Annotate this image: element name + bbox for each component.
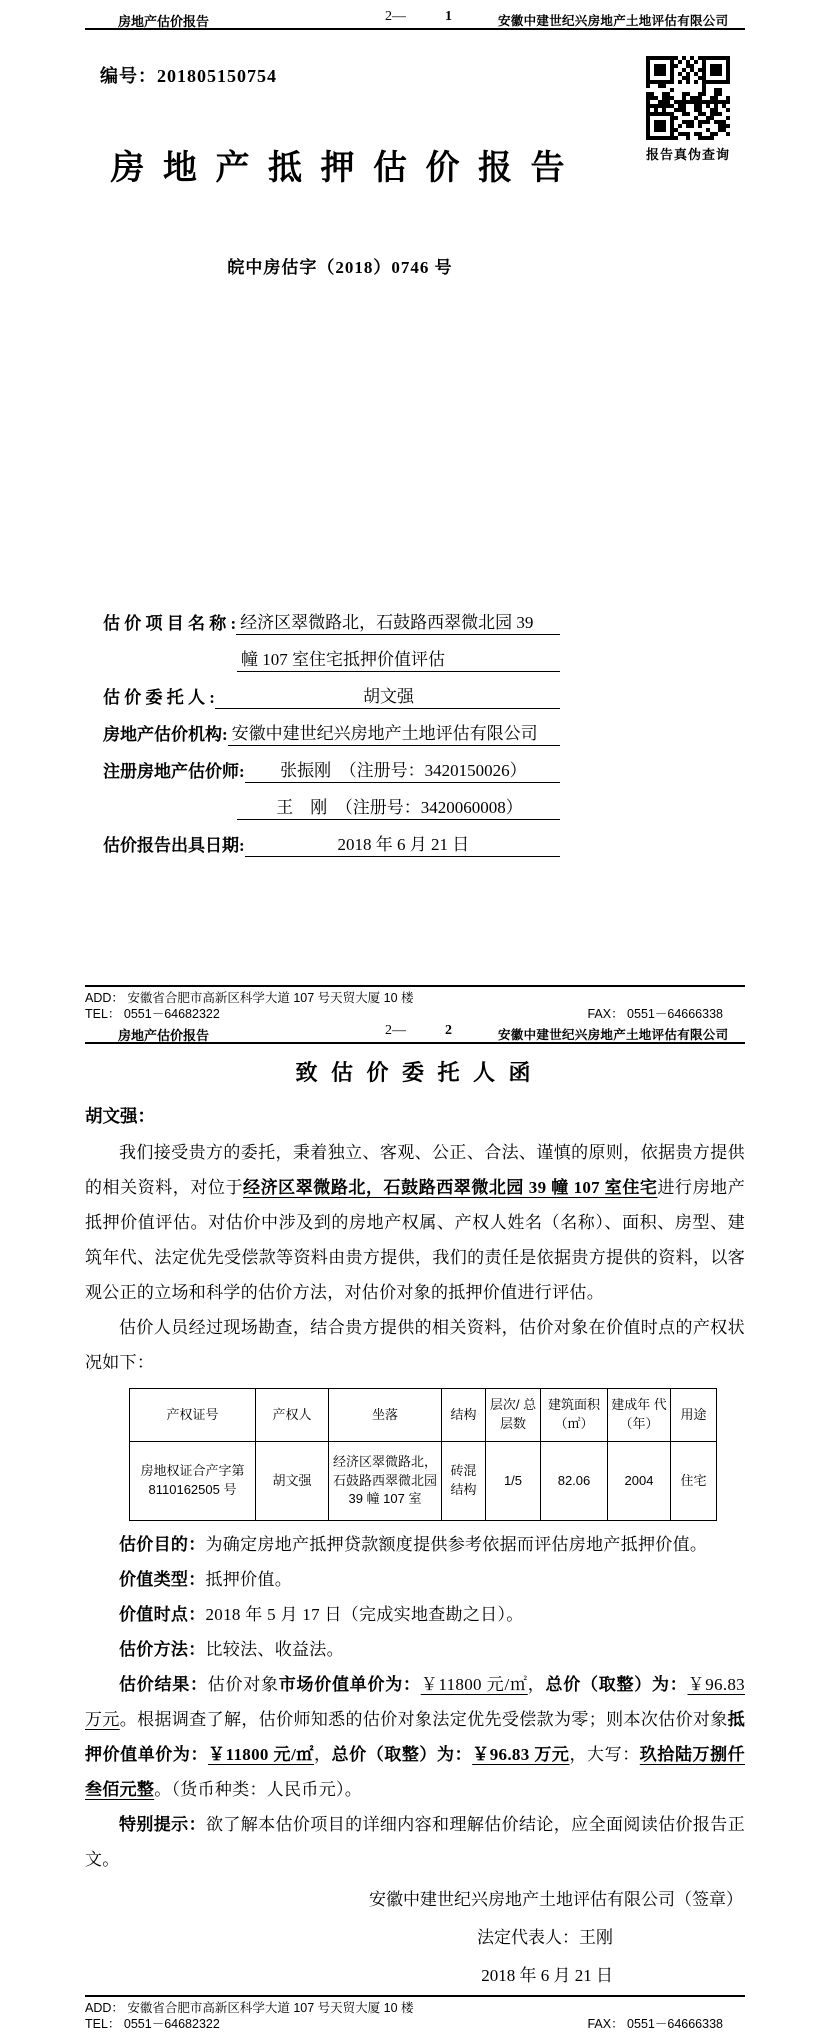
report-number: 编号：201805150754	[100, 66, 277, 86]
letter-salutation: 胡文强：	[85, 1106, 155, 1126]
table-cell-structure: 砖混 结构	[442, 1442, 486, 1521]
item-text: 欲了解本估价项目的详细内容和理解估价结论，应全面阅读估价报告正文。	[85, 1815, 745, 1869]
project-name-row-cont	[103, 635, 560, 672]
table-header-cell: 产权人	[256, 1389, 329, 1442]
letter-paragraph-2: 估价人员经过现场勘查，结合贵方提供的相关资料，估价对象在价值时点的产权状况如下：	[85, 1318, 745, 1372]
result-total-price: ￥96.83 万元	[85, 1675, 745, 1729]
project-name-row	[103, 598, 560, 635]
project-name-label: 估 价 项 目 名 称 :	[103, 614, 237, 633]
appraisal-result	[85, 1667, 745, 1807]
result-text: 估价对象	[207, 1675, 279, 1694]
table-cell-area: 82.06	[541, 1442, 608, 1521]
table-header-cell: 建成年 代（年）	[608, 1389, 671, 1442]
appraisal-purpose	[85, 1527, 745, 1562]
appraiser1-value: 张振刚 （注册号：3420150026）	[245, 756, 560, 783]
table-cell-location: 经济区翠微路北， 石鼓路西翠微北园 39 幢 107 室	[329, 1442, 442, 1521]
result-text: ，	[527, 1675, 546, 1694]
letter-paragraph-1	[85, 1135, 745, 1310]
result-text: 抵押价值单价为：	[85, 1710, 745, 1764]
client-row	[103, 672, 560, 709]
result-mortgage-total-price: ￥96.83 万元	[472, 1745, 570, 1764]
agency-row	[103, 709, 560, 746]
table-header-cell: 用途	[671, 1389, 717, 1442]
result-mortgage-unit-price: ￥11800 元/㎡	[208, 1745, 314, 1764]
table-cell-use: 住宅	[671, 1442, 717, 1521]
value-type	[85, 1562, 745, 1597]
value-date	[85, 1597, 745, 1632]
report-ref-number: 皖中房估字（2018）0746 号	[227, 258, 453, 277]
item-text: 比较法、收益法。	[205, 1640, 344, 1659]
table-header-row	[130, 1389, 717, 1442]
paragraph-text: 进行房地产抵押价值评估。对估价中涉及到的房地产权属、产权人姓名（名称）、面积、房型、建筑年代、法定优先受偿款等资料由贵方提供，我们的责任是依据贵方提供的资料，以客观公正的立场和科学的估价方法，对估价对象的抵押价值进行评估。	[85, 1178, 746, 1302]
page2-running-footer	[85, 1995, 745, 2032]
result-text: 总价（取整）为：	[331, 1745, 473, 1764]
header-doc-type: 房地产估价报告	[118, 1028, 210, 1043]
project-name-value-line2: 幢 107 室住宅抵押价值评估	[237, 645, 560, 672]
footer-fax: FAX： 0551－64666338	[587, 2017, 723, 2031]
table-header-cell: 坐落	[329, 1389, 442, 1442]
header-doc-type: 房地产估价报告	[118, 14, 210, 29]
item-text: 为确定房地产抵押贷款额度提供参考依据而评估房地产抵押价值。	[205, 1535, 708, 1554]
item-label: 特别提示：	[119, 1815, 206, 1834]
item-label: 估价结果：	[119, 1675, 208, 1694]
special-note	[85, 1807, 745, 1877]
appraiser-row-1	[103, 746, 560, 783]
client-value: 胡文强	[215, 682, 560, 709]
result-text: ，大写：	[569, 1745, 640, 1764]
result-text: 。（货币种类：人民币元）。	[154, 1780, 363, 1799]
subject-property: 经济区翠微路北，石鼓路西翠微北园 39 幢 107 室住宅	[243, 1178, 658, 1197]
page1-running-header	[85, 8, 745, 30]
signature-date: 2018 年 6 月 21 日	[481, 1966, 613, 1985]
appraiser-row-2	[103, 783, 560, 820]
header-company-name: 安徽中建世纪兴房地产土地评估有限公司	[498, 1028, 729, 1042]
header-page-number: 1	[445, 9, 452, 24]
header-company-name: 安徽中建世纪兴房地产土地评估有限公司	[498, 14, 729, 28]
project-name-value-line1: 经济区翠微路北，石鼓路西翠微北园 39	[236, 608, 560, 635]
footer-address: ADD： 安徽省合肥市高新区科学大道 107 号天贸大厦 10 楼	[85, 2001, 414, 2015]
signature-block	[85, 1881, 745, 1995]
result-amount-in-words: 玖拾陆万捌仟叁佰元整	[85, 1745, 745, 1799]
page2-running-header	[85, 1022, 745, 1044]
footer-tel: TEL： 0551－64682322	[85, 1007, 220, 1021]
header-page-marker: 2—	[385, 9, 406, 24]
table-header-cell: 层次/ 总层数	[486, 1389, 541, 1442]
letter-page	[85, 1022, 745, 1995]
issue-date-row	[103, 820, 560, 857]
table-header-cell: 结构	[442, 1389, 486, 1442]
result-text: 市场价值单价为：	[278, 1675, 421, 1694]
table-cell-year: 2004	[608, 1442, 671, 1521]
property-rights-table	[129, 1388, 717, 1521]
item-text: 抵押价值。	[205, 1570, 292, 1589]
result-text: 总价（取整）为：	[545, 1675, 688, 1694]
item-label: 价值时点：	[119, 1605, 206, 1624]
table-cell-cert-no: 房地权证合产字第 8110162505 号	[130, 1442, 256, 1521]
appraiser-label: 注册房地产估价师:	[103, 762, 245, 781]
signature-company: 安徽中建世纪兴房地产土地评估有限公司（签章）	[369, 1890, 743, 1909]
page1-running-footer	[85, 985, 745, 1022]
issue-date-label: 估价报告出具日期:	[103, 836, 245, 855]
report-title: 房 地 产 抵 押 估 价 报 告	[110, 150, 570, 187]
appraisal-method	[85, 1632, 745, 1667]
letter-title: 致 估 价 委 托 人 函	[295, 1060, 535, 1085]
footer-tel: TEL： 0551－64682322	[85, 2017, 220, 2031]
qr-block	[646, 56, 734, 163]
item-text: 2018 年 5 月 17 日（完成实地查勘之日）。	[205, 1605, 524, 1624]
result-unit-price: ￥11800 元/㎡	[420, 1675, 528, 1694]
table-cell-floor: 1/5	[486, 1442, 541, 1521]
item-label: 估价方法：	[119, 1640, 206, 1659]
footer-address: ADD： 安徽省合肥市高新区科学大道 107 号天贸大厦 10 楼	[85, 991, 414, 1005]
result-text: 。根据调查了解，估价师知悉的估价对象法定优先受偿款为零；则本次估价对象	[119, 1710, 728, 1729]
result-text: ，	[313, 1745, 332, 1764]
item-label: 价值类型：	[119, 1570, 206, 1589]
qr-code-icon	[646, 56, 730, 140]
table-header-cell: 建筑面积 （㎡）	[541, 1389, 608, 1442]
table-data-row	[130, 1442, 717, 1521]
item-label: 估价目的：	[119, 1535, 206, 1554]
client-label: 估 价 委 托 人 :	[103, 688, 215, 707]
table-cell-owner: 胡文强	[256, 1442, 329, 1521]
appraiser2-value: 王 刚 （注册号：3420060008）	[237, 793, 560, 820]
signature-legal-representative: 法定代表人：王刚	[477, 1928, 613, 1947]
cover-form	[103, 598, 560, 857]
header-page-marker: 2—	[385, 1023, 406, 1038]
header-page-number: 2	[445, 1023, 452, 1038]
agency-value: 安徽中建世纪兴房地产土地评估有限公司	[228, 719, 560, 746]
agency-label: 房地产估价机构:	[103, 725, 228, 744]
paragraph-text: 我们接受贵方的委托，秉着独立、客观、公正、合法、谨慎的原则，依据贵方提供的相关资料，对位于	[85, 1143, 745, 1197]
table-header-cell: 产权证号	[130, 1389, 256, 1442]
issue-date-value: 2018 年 6 月 21 日	[245, 830, 560, 857]
footer-fax: FAX： 0551－64666338	[587, 1007, 723, 1021]
qr-caption: 报告真伪查询	[646, 147, 731, 162]
